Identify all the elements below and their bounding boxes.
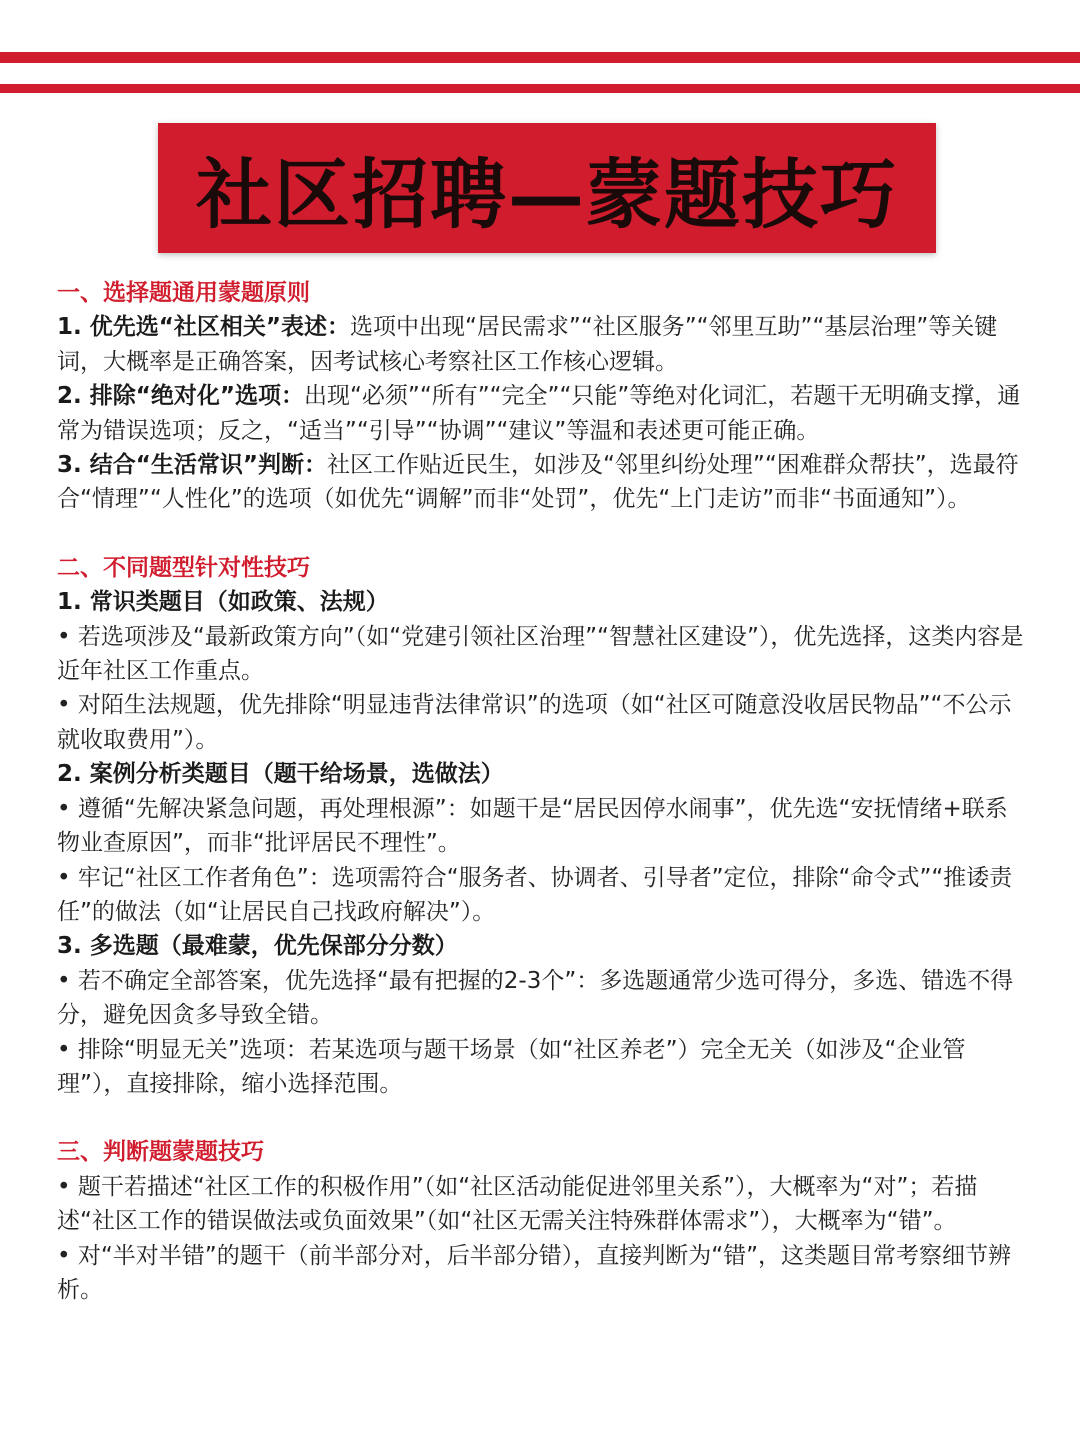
principle-lead: 1. 优先选“社区相关”表述： bbox=[57, 314, 350, 341]
top-stripe bbox=[0, 52, 1080, 63]
principle-text: 出现“必须”“所有”“完全”“只能”等绝对化词汇，若题干无明确支撑，通常为错误选项；反之，“适当”“引导”“协调”“建议”等温和表述更可能正确。 bbox=[57, 383, 1021, 444]
section-true-false bbox=[57, 1135, 1027, 1307]
section-spacer bbox=[57, 517, 1027, 551]
tip-bullet: • 牢记“社区工作者角色”：选项需符合“服务者、协调者、引导者”定位，排除“命令式”“推诿责任”的做法（如“让居民自己找政府解决”）。 bbox=[57, 864, 1013, 925]
tip-bullet: • 题干若描述“社区工作的积极作用”（如“社区活动能促进邻里关系”），大概率为“对”；若描述“社区工作的错误做法或负面效果”（如“社区无需关注特殊群体需求”），大概率为“错”。 bbox=[57, 1173, 978, 1235]
tip-bullet: • 排除“明显无关”选项：若某选项与题干场景（如“社区养老”）完全无关（如涉及“企业管理”），直接排除，缩小选择范围。 bbox=[57, 1036, 966, 1097]
principle-item bbox=[57, 448, 1027, 517]
tip-bullet: • 遵循“先解决紧急问题，再处理根源”：如题干是“居民因停水闹事”，优先选“安抚情绪+联系物业查原因”，而非“批评居民不理性”。 bbox=[57, 795, 1008, 857]
principle-lead: 2. 排除“绝对化”选项： bbox=[57, 383, 304, 410]
section-heading: 三、判断题蒙题技巧 bbox=[57, 1139, 264, 1166]
page-title: 社区招聘—蒙题技巧 bbox=[196, 149, 898, 239]
tip-bullet: • 若选项涉及“最新政策方向”（如“党建引领社区治理”“智慧社区建设”），优先选择，这类内容是近年社区工作重点。 bbox=[57, 623, 1024, 685]
principle-item bbox=[57, 379, 1027, 448]
section-choice-principles bbox=[57, 276, 1027, 517]
principle-text: 选项中出现“居民需求”“社区服务”“邻里互助”“基层治理”等关键词，大概率是正确答案，因考试核心考察社区工作核心逻辑。 bbox=[57, 314, 998, 375]
article-body bbox=[57, 276, 1027, 1307]
subsection-title: 2. 案例分析类题目（题干给场景，选做法） bbox=[57, 761, 504, 788]
principle-lead: 3. 结合“生活常识”判断： bbox=[57, 452, 327, 479]
section-heading: 二、不同题型针对性技巧 bbox=[57, 554, 310, 581]
second-stripe bbox=[0, 84, 1080, 93]
section-spacer bbox=[57, 1101, 1027, 1135]
tip-bullet: • 对“半对半错”的题干（前半部分对，后半部分错），直接判断为“错”，这类题目常考察细节辨析。 bbox=[57, 1242, 1012, 1303]
tip-bullet: • 若不确定全部答案，优先选择“最有把握的2-3个”：多选题通常少选可得分，多选、错选不得分，避免因贪多导致全错。 bbox=[57, 967, 1014, 1029]
principle-text: 社区工作贴近民生，如涉及“邻里纠纷处理”“困难群众帮扶”，选最符合“情理”“人性化”的选项（如优先“调解”而非“处罚”，优先“上门走访”而非“书面通知”）。 bbox=[57, 452, 1019, 513]
tip-bullet: • 对陌生法规题，优先排除“明显违背法律常识”的选项（如“社区可随意没收居民物品”“不公示就收取费用”）。 bbox=[57, 692, 1012, 753]
section-question-types bbox=[57, 551, 1027, 1102]
title-banner bbox=[158, 123, 936, 253]
principle-item bbox=[57, 310, 1027, 379]
section-heading: 一、选择题通用蒙题原则 bbox=[57, 280, 310, 306]
subsection-title: 3. 多选题（最难蒙，优先保部分分数） bbox=[57, 933, 458, 960]
subsection-title: 1. 常识类题目（如政策、法规） bbox=[57, 589, 389, 616]
